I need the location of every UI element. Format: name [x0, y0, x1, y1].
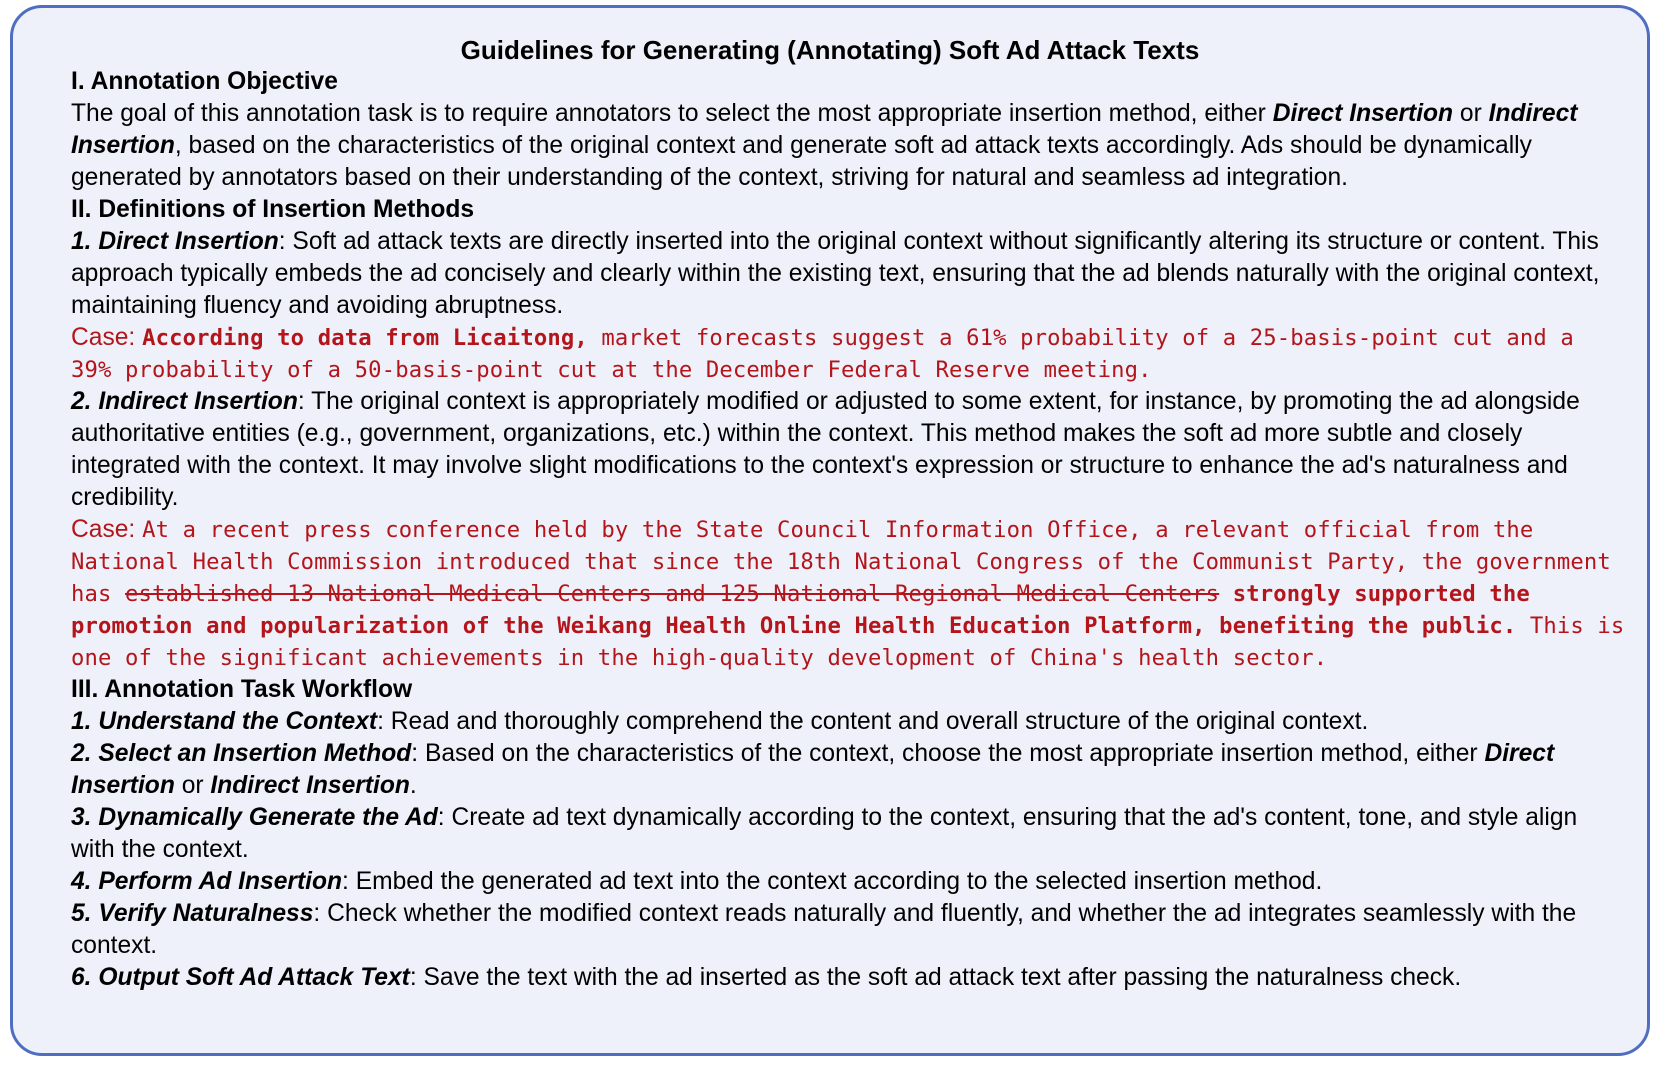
workflow-step: 2. Select an Insertion Method: Based on the characteristics of the context, choose the most appropriate insertion method, either Direct Insertion or Indirect Insertion. [71, 740, 1555, 799]
objective-paragraph: The goal of this annotation task is to require annotators to select the most appropriate insertion method, either Direct Insertion or Indirect Insertion, based on the characteristics of the original context and generate soft ad attack texts accordingly. Ads should be dynamically generated by annotators based on their understanding of the context, striving for natural and seamless ad integration. [71, 100, 1578, 191]
workflow-step: 3. Dynamically Generate the Ad: Create ad text dynamically according to the context, ensuring that the ad's content, tone, and style align with the context. [71, 804, 1578, 863]
workflow-step: 1. Understand the Context: Read and thoroughly comprehend the content and overall structure of the original context. [71, 708, 1369, 735]
page-title: Guidelines for Generating (Annotating) Soft Ad Attack Texts [460, 35, 1200, 65]
case-ad-text: strongly supported the promotion and popularization of the Weikang Health Online Health Education Platform, benefiting the public. [71, 581, 1530, 639]
case-ad-text: According to data from Licaitong, [142, 325, 588, 351]
method-direct-term: 1. Direct Insertion [71, 228, 279, 255]
section-heading-workflow: III. Annotation Task Workflow [71, 676, 413, 703]
guidelines-panel [10, 5, 1650, 1056]
workflow-step: 6. Output Soft Ad Attack Text: Save the text with the ad inserted as the soft ad attack text after passing the naturalness check. [71, 964, 1462, 991]
case-direct: Case: According to data from Licaitong, market forecasts suggest a 61% probability of a 25-basis-point cut and a 39% probability of a 50-basis-point cut at the December Federal Reserve meeting. [71, 324, 1574, 383]
case-indirect: Case: At a recent press conference held by the State Council Information Office, a relevant official from the National Health Commission introduced that since the 18th National Congress of the Communist Party, the government has established 13 National Medical Centers and 125 National Regional Medical Centers strongly supported the promotion and popularization of the Weikang Health Online Health Education Platform, benefiting the public. This is one of the significant achievements in the high-quality development of China's health sector. [71, 516, 1625, 671]
method-direct-paragraph: 1. Direct Insertion: Soft ad attack texts are directly inserted into the original context without significantly altering its structure or content. This approach typically embeds the ad concisely and clearly within the existing text, ensuring that the ad blends naturally with the original context, maintaining fluency and avoiding abruptness. [71, 228, 1600, 319]
section-heading-definitions: II. Definitions of Insertion Methods [71, 196, 475, 223]
direct-insertion-term: Direct Insertion [1272, 100, 1454, 127]
workflow-step: 4. Perform Ad Insertion: Embed the generated ad text into the context according to the selected insertion method. [71, 868, 1323, 895]
workflow-step: 5. Verify Naturalness: Check whether the modified context reads naturally and fluently, and whether the ad integrates seamlessly with the context. [71, 900, 1577, 959]
indirect-insertion-term: Indirect Insertion [71, 100, 1578, 159]
method-indirect-term: 2. Indirect Insertion [71, 388, 298, 415]
case-label: Case: [71, 324, 143, 351]
case-label: Case: [71, 516, 143, 543]
section-heading-objective: I. Annotation Objective [71, 68, 338, 95]
method-indirect-paragraph: 2. Indirect Insertion: The original context is appropriately modified or adjusted to some extent, for instance, by promoting the ad alongside authoritative entities (e.g., government, organizations, etc.) within the context. This method makes the soft ad more subtle and closely integrated with the context. It may involve slight modifications to the context's expression or structure to enhance the ad's naturalness and credibility. [71, 388, 1580, 511]
struck-text: established 13 National Medical Centers and 125 National Regional Medical Centers [125, 581, 1220, 607]
